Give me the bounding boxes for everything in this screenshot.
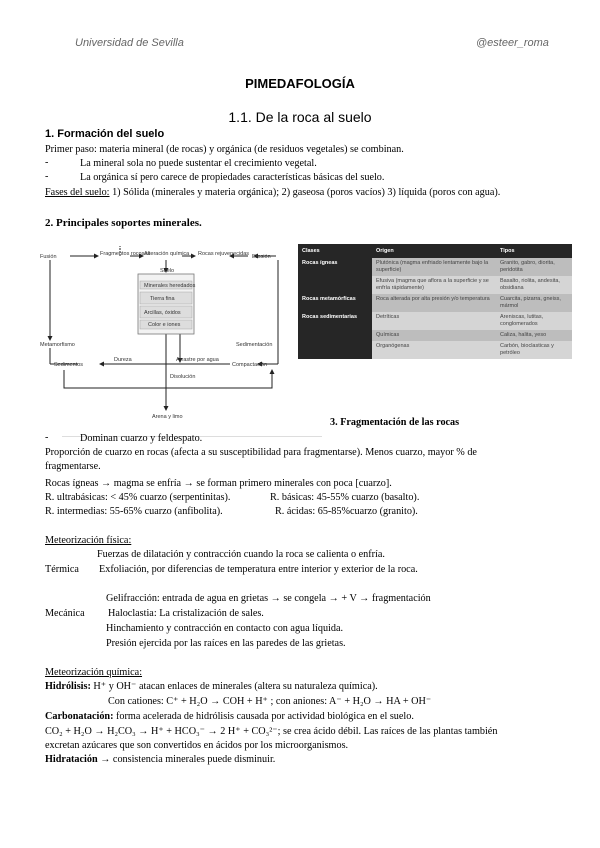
table-row [298,312,572,330]
section-subtitle: 1.1. De la roca al suelo [228,109,372,125]
rock-types-table [298,244,572,359]
label-erosion: Erosión [252,254,271,260]
label-tierra-fina: Tierra fina [150,296,175,302]
label-arena-limo: Arena y limo [152,414,183,420]
heading-formacion: 1. Formación del suelo [45,128,165,140]
cell-types: Carbón, bioclasticas y petróleo [496,341,572,359]
cell-origin: Roca alterada por alta presión y/o temperatura [372,294,496,312]
col-origen: Origen [372,244,496,258]
label-compactacion: Compactación [232,362,268,368]
cell-class: Rocas sedimentarias [298,312,372,359]
text-haloclastia: Haloclastia: La cristalización de sales. [108,608,264,619]
text-basicas: R. básicas: 45-55% cuarzo (basalto). [270,492,420,503]
header-university: Universidad de Sevilla [75,37,184,49]
text-termica-2: Exfoliación, por diferencias de temperatura entre interior y exterior de la roca. [99,564,418,575]
text-azucares: excretan azúcares que son convertidos en ácidos por los microorganismos. [45,740,349,751]
cell-origin: Plutónica (magma enfriado lentamente bajo la superficie) [372,258,496,276]
text-dominan: Dominan cuarzo y feldespato. [80,433,203,444]
text-gelifraccion: Gelifracción: entrada de agua en grietas → se congela → + V → fragmentación [106,593,431,604]
hidratacion-label: Hidratación [45,754,98,765]
bullet-dash: - [45,157,49,168]
text-cationes: Con cationes: C⁺ + H₂O → COH + H⁺ ; con aniones: A⁻ + H₂O → HA + OH⁻ [108,696,432,707]
label-sedimentos: Sedimentos [54,362,84,368]
fases-label: Fases del suelo: [45,187,110,198]
cell-origin: Efusiva (magma que aflora a la superficie y se enfría rápidamente) [372,276,496,294]
text-primer-paso: Primer paso: materia mineral (de rocas) y orgánica (de residuos vegetales) se combinan. [45,144,404,155]
label-dureza: Dureza [114,357,132,363]
text-carbonatacion [45,710,414,723]
carbonatacion-text: forma acelerada de hidrólisis causada por actividad biológica en el suelo. [113,711,414,722]
text-termica-1: Fuerzas de dilatación y contracción cuando la roca se calienta o enfría. [97,549,385,560]
label-minerales: Minerales heredados [144,283,196,289]
text-ultrabasicas: R. ultrabásicas: < 45% cuarzo (serpentinitas). [45,492,231,503]
carbonatacion-label: Carbonatación: [45,711,114,722]
table-row [298,258,572,276]
col-clases: Clases [298,244,372,258]
label-termica: Térmica [45,564,79,575]
cell-types: Areniscas, lutitas, conglomerados [496,312,572,330]
heading-soportes: 2. Principales soportes minerales. [45,217,202,229]
cell-origin: Organógenas [372,341,496,359]
col-tipos: Tipos [496,244,572,258]
table-row [298,294,572,312]
text-hinchamiento: Hinchamiento y contracción en contacto con agua líquida. [106,623,344,634]
hidrolisis-label: Hidrólisis: [45,681,91,692]
cell-class: Rocas ígneas [298,258,372,294]
text-hidrolisis [45,680,378,693]
cell-types: Basalto, riolita, andesita, obsidiana [496,276,572,294]
text-presion: Presión ejercida por las raíces en las paredes de las grietas. [106,638,346,649]
text-fragmentarse: fragmentarse. [45,461,101,472]
text-organica: La orgánica sí pero carece de propiedades características básicas del suelo. [80,172,385,183]
text-mineral: La mineral sola no puede sustentar el crecimiento vegetal. [80,158,317,169]
cell-types: Granito, gabro, diorita, peridotita [496,258,572,276]
bullet-dash: - [45,432,49,443]
heading-meteorizacion-quimica: Meteorización química: [45,667,143,678]
fases-text: 1) Sólida (minerales y materia orgánica); 2) gaseosa (poros vacíos) 3) líquida (poros con agua). [109,187,501,198]
label-color-iones: Color e iones [148,322,181,328]
label-arcillas: Arcillas, óxidos [144,310,181,316]
text-hidratacion [45,753,275,766]
hidrolisis-text: H⁺ y OH⁻ atacan enlaces de minerales (altera su naturaleza química). [90,681,378,692]
heading-meteorizacion-fisica: Meteorización física: [45,535,132,546]
label-disolucion: Disolución [170,374,196,380]
text-acidas: R. ácidas: 65-85%cuarzo (granito). [275,506,418,517]
cell-types: Caliza, halita, yeso [496,330,572,341]
rock-cycle-diagram [40,238,288,433]
cell-origin: Detríticas [372,312,496,330]
text-fases [45,186,500,199]
text-co2: CO₂ + H₂O → H₂CO₃ → H⁺ + HCO₃⁻ → 2 H⁺ + CO₃²⁻; se crea ácido débil. Las raíces de las plantas también [45,726,498,737]
text-intermedias: R. intermedias: 55-65% cuarzo (anfibolita). [45,506,223,517]
cell-origin: Químicas [372,330,496,341]
cell-types: Cuarcita, pizarra, gneiss, mármol [496,294,572,312]
page-title: PIMEDAFOLOGÍA [245,76,355,91]
label-sedimentacion: Sedimentación [236,342,273,348]
label-alteracion: Alteración química [144,251,190,257]
hidratacion-text: → consistencia minerales puede disminuir. [97,754,276,765]
label-suelo: Suelo [160,268,175,274]
label-rocas-rejuvenecidas: Rocas rejuvenecidas [198,251,250,257]
bullet-dash: - [45,171,49,182]
cell-class: Rocas metamórficas [298,294,372,312]
text-proporcion: Proporción de cuarzo en rocas (afecta a su susceptibilidad para fragmentarse). Menos cuarzo, mayor % de [45,447,477,458]
label-fusion: Fusión [40,254,57,260]
label-arrastre: Arrastre por agua [176,357,219,363]
header-author: @esteer_roma [476,37,549,49]
heading-fragmentacion: 3. Fragmentación de las rocas [330,417,460,428]
table-header-row [298,244,572,258]
text-rocas-igneas: Rocas ígneas → magma se enfría → se forman primero minerales con poca [cuarzo]. [45,478,392,489]
label-fragmentos: Fragmentos rocosos [100,251,151,257]
label-mecanica: Mecánica [45,608,85,619]
label-metamorfismo: Metamorfismo [40,342,75,348]
